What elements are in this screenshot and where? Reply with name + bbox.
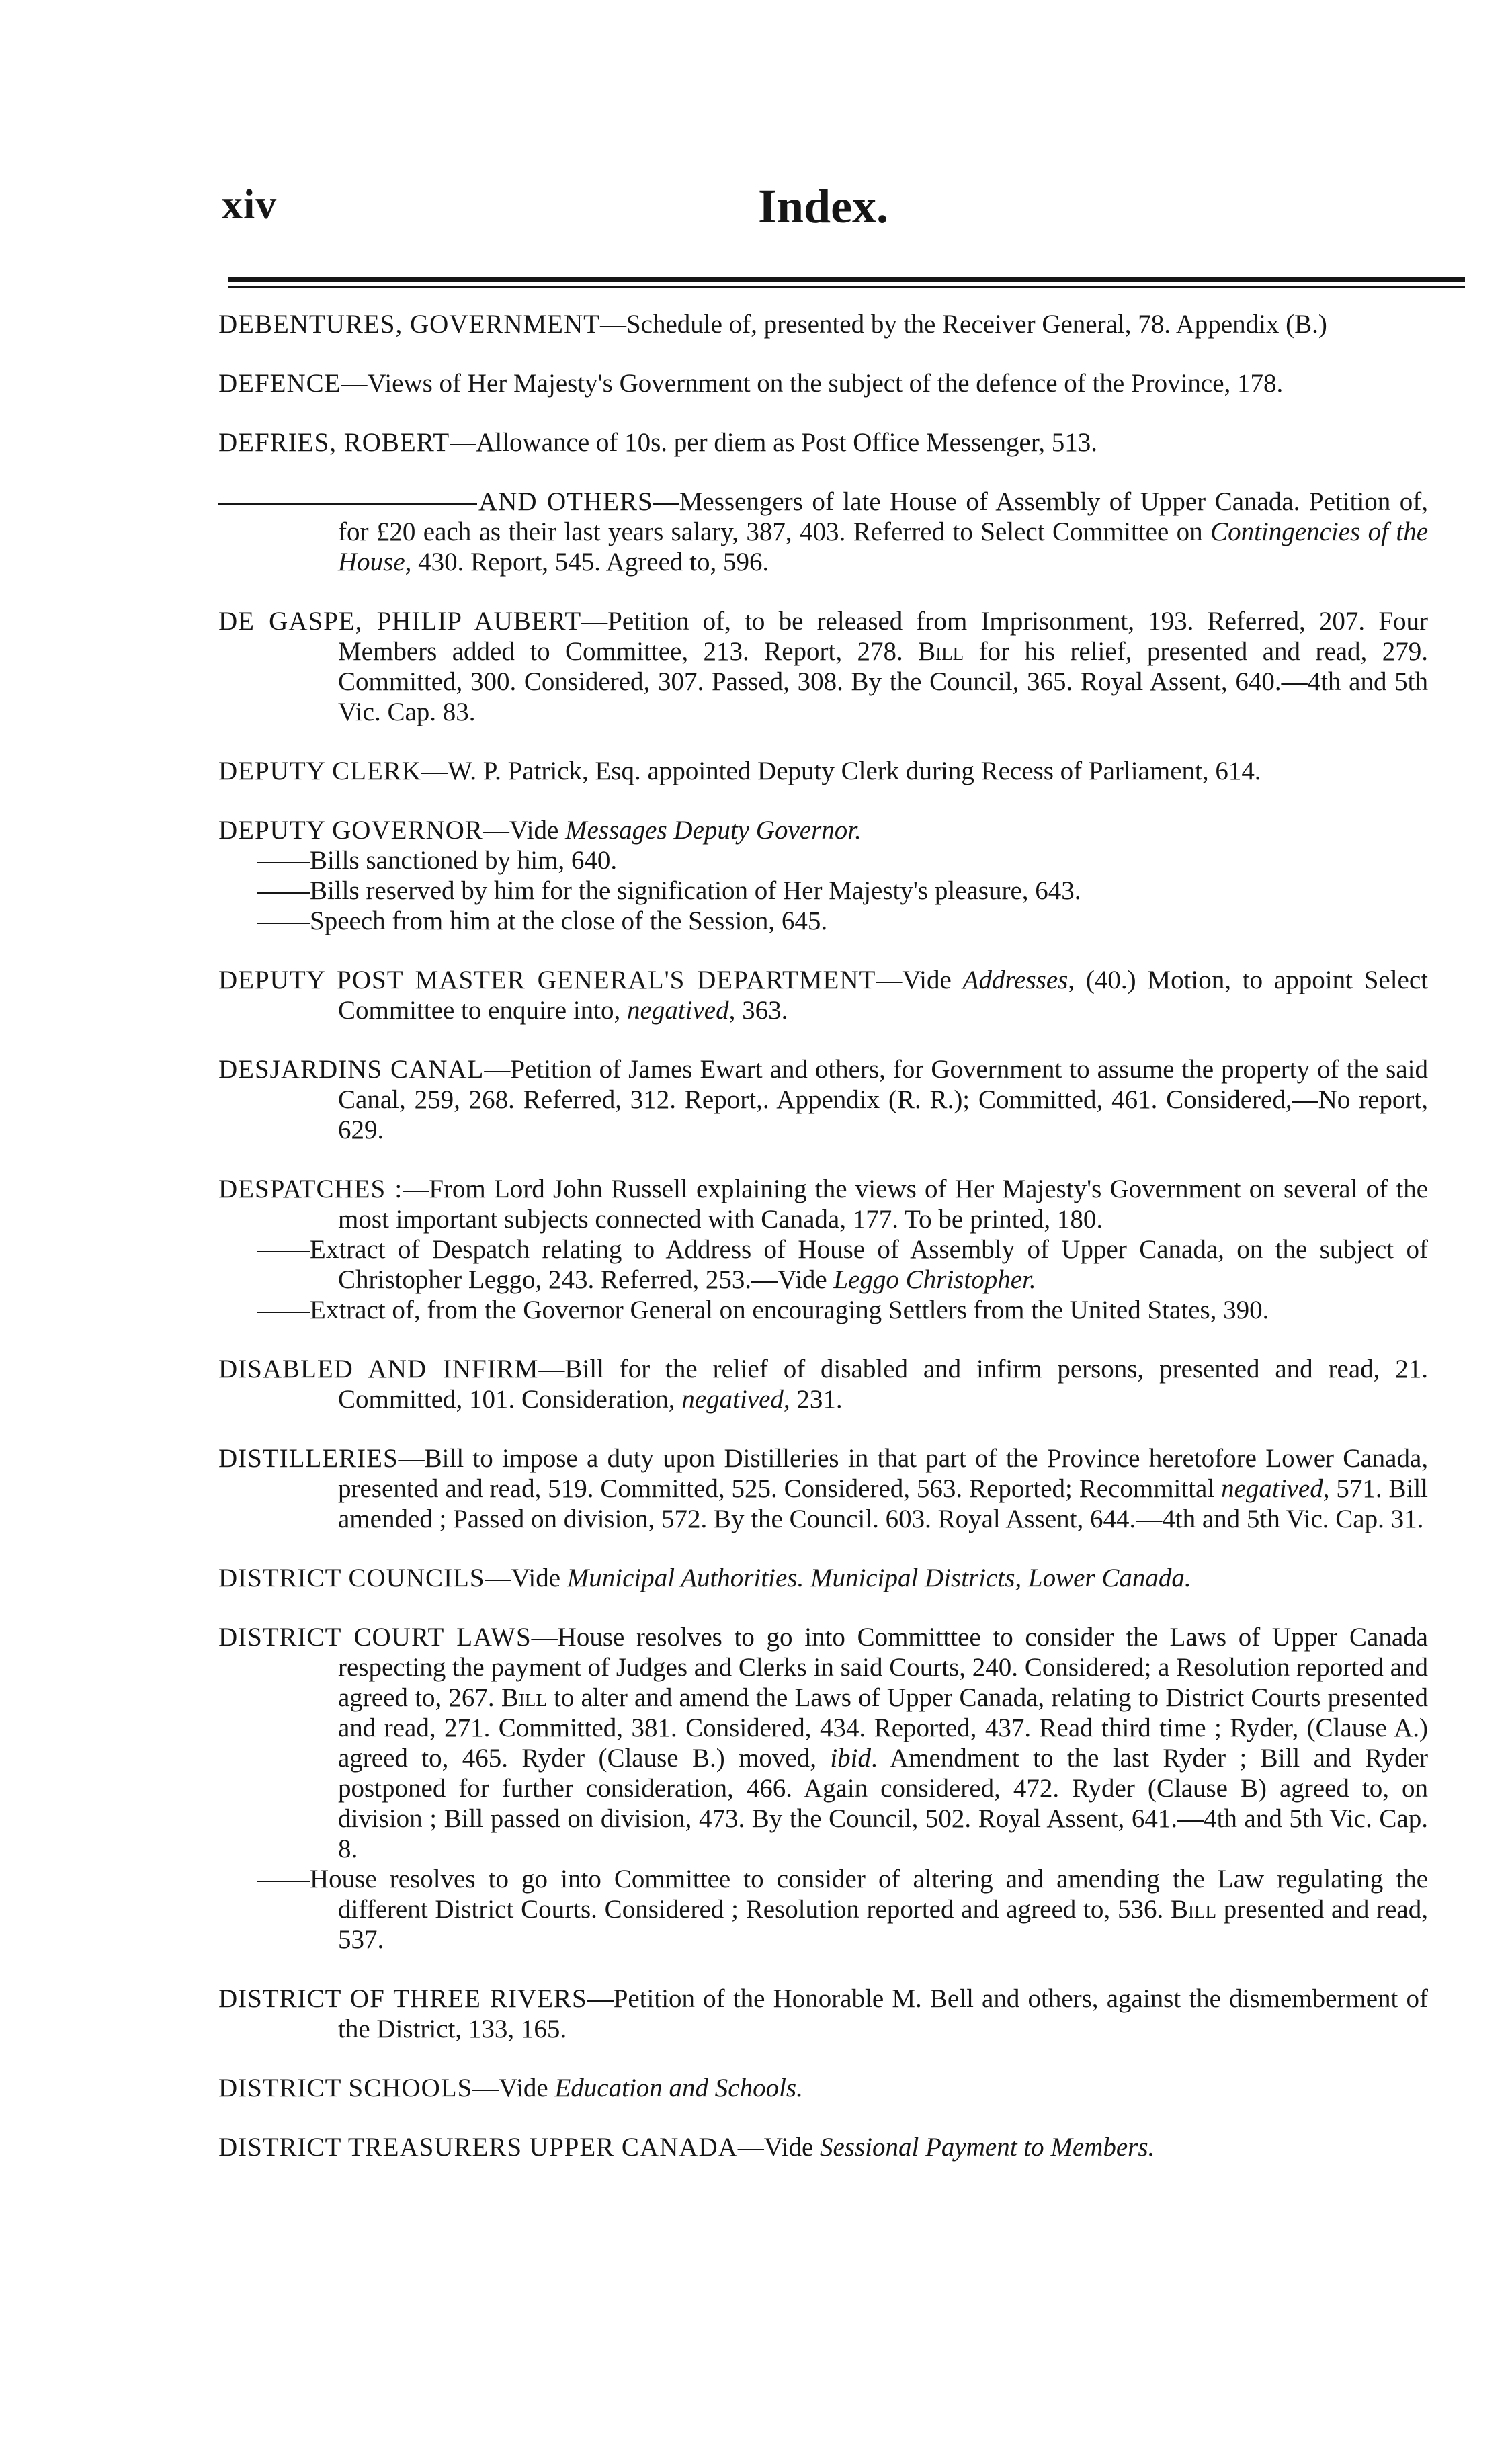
entry-text: —Vide: [737, 2133, 820, 2162]
entry-heading: DESJARDINS CANAL: [218, 1055, 485, 1084]
index-entry-disabled-and-infirm: [218, 1354, 1428, 1414]
entry-heading: DEPUTY POST MASTER GENERAL'S DEPARTMENT: [218, 966, 876, 994]
header-rule-thin: [228, 286, 1465, 288]
entry-reference: negatived: [1221, 1474, 1323, 1503]
entry-text: —W. P. Patrick, Esq. appointed Deputy Clerk during Recess of Parliament, 614.: [421, 757, 1261, 785]
entry-text: —Petition of, to be released from Imprisonment, 193. Referred, 207. Four Members added to Committee, 213. Report, 278.: [338, 607, 1428, 666]
entry-text: —Schedule of, presented by the Receiver General, 78. Appendix (B.): [599, 310, 1327, 339]
index-entry-district-councils: [218, 1563, 1428, 1593]
entry-text: —Vide: [483, 816, 566, 845]
entry-text: to alter and amend the Laws of Upper Canada, relating to District Courts presented and read, 271. Committed, 381. Considered, 434. Reported, 437. Read third time ; Ryder, (Clause A.) agreed to, 465. Ryder (Clause B.) moved,: [338, 1683, 1428, 1773]
entry-text: , 231.: [783, 1385, 843, 1414]
entry-reference: Messages Deputy Governor.: [565, 816, 862, 845]
index-entry-debentures: [218, 309, 1428, 339]
entry-heading: DISABLED AND INFIRM: [218, 1355, 539, 1384]
index-entry-defence: [218, 368, 1428, 398]
entry-bill: Bill: [918, 637, 964, 666]
entry-text: , (40.) Motion, to appoint Select Committee to enquire into,: [338, 966, 1429, 1025]
index-entry-distilleries: [218, 1443, 1428, 1534]
entry-reference: Education and Schools.: [554, 2074, 803, 2102]
index-entry-deputy-post-master: [218, 965, 1428, 1025]
entry-bill: Bill: [1171, 1895, 1217, 1924]
entry-heading: DISTRICT OF THREE RIVERS: [218, 1984, 587, 2013]
index-entry-district-of-three-rivers: [218, 1984, 1428, 2044]
entry-text: —Bill to impose a duty upon Distilleries in that part of the Province heretofore Lower Canada, presented and read, 519. Committed, 525. Considered, 563. Reported; Recommittal: [338, 1444, 1428, 1503]
entry-text: —Petition of James Ewart and others, for Government to assume the property of the said Canal, 259, 268. Referred, 312. Report,. Appendix (R. R.); Committed, 461. Considered,—No report, 629.: [338, 1055, 1428, 1144]
index-entry-defries: [218, 427, 1428, 458]
entry-text: ——Extract of Despatch relating to Address of House of Assembly of Upper Canada, on the subject of Christopher Leggo, 243. Referred, 253.—Vide: [257, 1235, 1428, 1294]
index-entry-district-court-laws: [218, 1622, 1428, 1955]
entry-reference: Addresses: [962, 966, 1068, 994]
page-title: Index.: [757, 179, 889, 233]
entry-subitem: [218, 1234, 1428, 1295]
entry-reference: negatived: [681, 1385, 784, 1414]
entry-reference: Municipal Authorities. Municipal Districts, Lower Canada.: [567, 1564, 1191, 1592]
entry-text: presented and read, 537.: [338, 1895, 1428, 1954]
entry-text: , 430. Report, 545. Agreed to, 596.: [405, 548, 769, 577]
index-entry-district-schools: [218, 2073, 1428, 2103]
index-entry-district-treasurers: [218, 2132, 1428, 2162]
entry-text: —Bill for the relief of disabled and infirm persons, presented and read, 21. Committed, 101. Consideration,: [338, 1355, 1428, 1414]
index-entry-de-gaspe: [218, 606, 1428, 727]
entry-bill: Bill: [501, 1683, 547, 1712]
entry-reference: ibid: [830, 1744, 872, 1773]
header-rule-thick: [228, 277, 1465, 282]
entry-text: ——House resolves to go into Committee to consider of altering and amending the Law regulating the different District Courts. Considered ; Resolution reported and agreed to, 536.: [257, 1865, 1428, 1924]
entry-subitem: [218, 1864, 1428, 1955]
entry-text: , 571. Bill amended ; Passed on division, 572. By the Council. 603. Royal Assent, 644.—4th and 5th Vic. Cap. 31.: [338, 1474, 1428, 1533]
entry-reference: negatived: [627, 996, 729, 1025]
entry-subitem: ——Extract of, from the Governor General on encouraging Settlers from the United States, 390.: [257, 1295, 1269, 1324]
index-entry-deputy-clerk: [218, 756, 1428, 786]
entry-text: —Vide: [472, 2074, 555, 2102]
entry-heading: DEFRIES, ROBERT: [218, 428, 450, 457]
entry-text: —Messengers of late House of Assembly of Upper Canada. Petition of, for £20 each as their last years salary, 387, 403. Referred to Select Committee on: [338, 487, 1429, 546]
entry-reference: Sessional Payment to Members.: [820, 2133, 1155, 2162]
entry-subitem: ——Bills sanctioned by him, 640.: [257, 846, 618, 875]
entry-text: , 363.: [728, 996, 788, 1025]
entry-reference: Leggo Christopher.: [833, 1265, 1036, 1294]
entry-text: —House resolves to go into Committtee to consider the Laws of Upper Canada respecting the payment of Judges and Clerks in said Courts, 240. Considered; a Resolution reported and agreed to, 267.: [338, 1623, 1428, 1712]
entry-text: —Vide: [876, 966, 963, 994]
page-number: xiv: [222, 182, 278, 228]
entry-text: . Amendment to the last Ryder ; Bill and Ryder postponed for further consideration, 466. Again considered, 472. Ryder (Clause B) agreed to, on division ; Bill passed on division, 473. By the Council, 502. Royal Assent, 641.—4th and 5th Vic. Cap. 8.: [338, 1744, 1428, 1863]
entry-heading: DEPUTY CLERK: [218, 757, 421, 785]
entry-subitem: ——Speech from him at the close of the Session, 645.: [257, 906, 828, 935]
index-entry-desjardins-canal: [218, 1054, 1428, 1145]
entry-heading: DISTRICT COUNCILS: [218, 1564, 485, 1592]
entry-text: —Views of Her Majesty's Government on the subject of the defence of the Province, 178.: [341, 369, 1284, 398]
entry-heading: DESPATCHES :: [218, 1175, 403, 1203]
entry-heading: DISTRICT TREASURERS UPPER CANADA: [218, 2133, 738, 2162]
entry-text: —Vide: [485, 1564, 567, 1592]
entry-subitem: ——Bills reserved by him for the signification of Her Majesty's pleasure, 643.: [257, 876, 1081, 905]
entry-heading: DEFENCE: [218, 369, 341, 398]
page-header: [222, 168, 1425, 235]
entry-heading: DISTRICT COURT LAWS: [218, 1623, 532, 1652]
entry-reference: Contingencies of the House: [338, 517, 1428, 577]
entry-text: —Petition of the Honorable M. Bell and others, against the dismemberment of the District, 133, 165.: [338, 1984, 1428, 2043]
ditto-rule: [218, 503, 477, 505]
entry-heading: DISTILLERIES: [218, 1444, 399, 1473]
index-entry-defries-and-others: [218, 486, 1428, 577]
entry-text: —Allowance of 10s. per diem as Post Office Messenger, 513.: [450, 428, 1098, 457]
index-entries: [218, 309, 1428, 2191]
index-entry-deputy-governor: [218, 815, 1428, 936]
entry-heading: DEPUTY GOVERNOR: [218, 816, 483, 845]
entry-heading: DISTRICT SCHOOLS: [218, 2074, 473, 2102]
entry-heading: AND OTHERS: [478, 487, 653, 516]
entry-text: —From Lord John Russell explaining the views of Her Majesty's Government on several of the most important subjects connected with Canada, 177. To be printed, 180.: [338, 1175, 1428, 1234]
entry-heading: DE GASPE, PHILIP AUBERT: [218, 607, 582, 636]
entry-heading: DEBENTURES, GOVERNMENT: [218, 310, 600, 339]
index-entry-despatches: [218, 1174, 1428, 1325]
entry-text: for his relief, presented and read, 279. Committed, 300. Considered, 307. Passed, 308. By the Council, 365. Royal Assent, 640.—4th and 5th Vic. Cap. 83.: [338, 637, 1428, 726]
